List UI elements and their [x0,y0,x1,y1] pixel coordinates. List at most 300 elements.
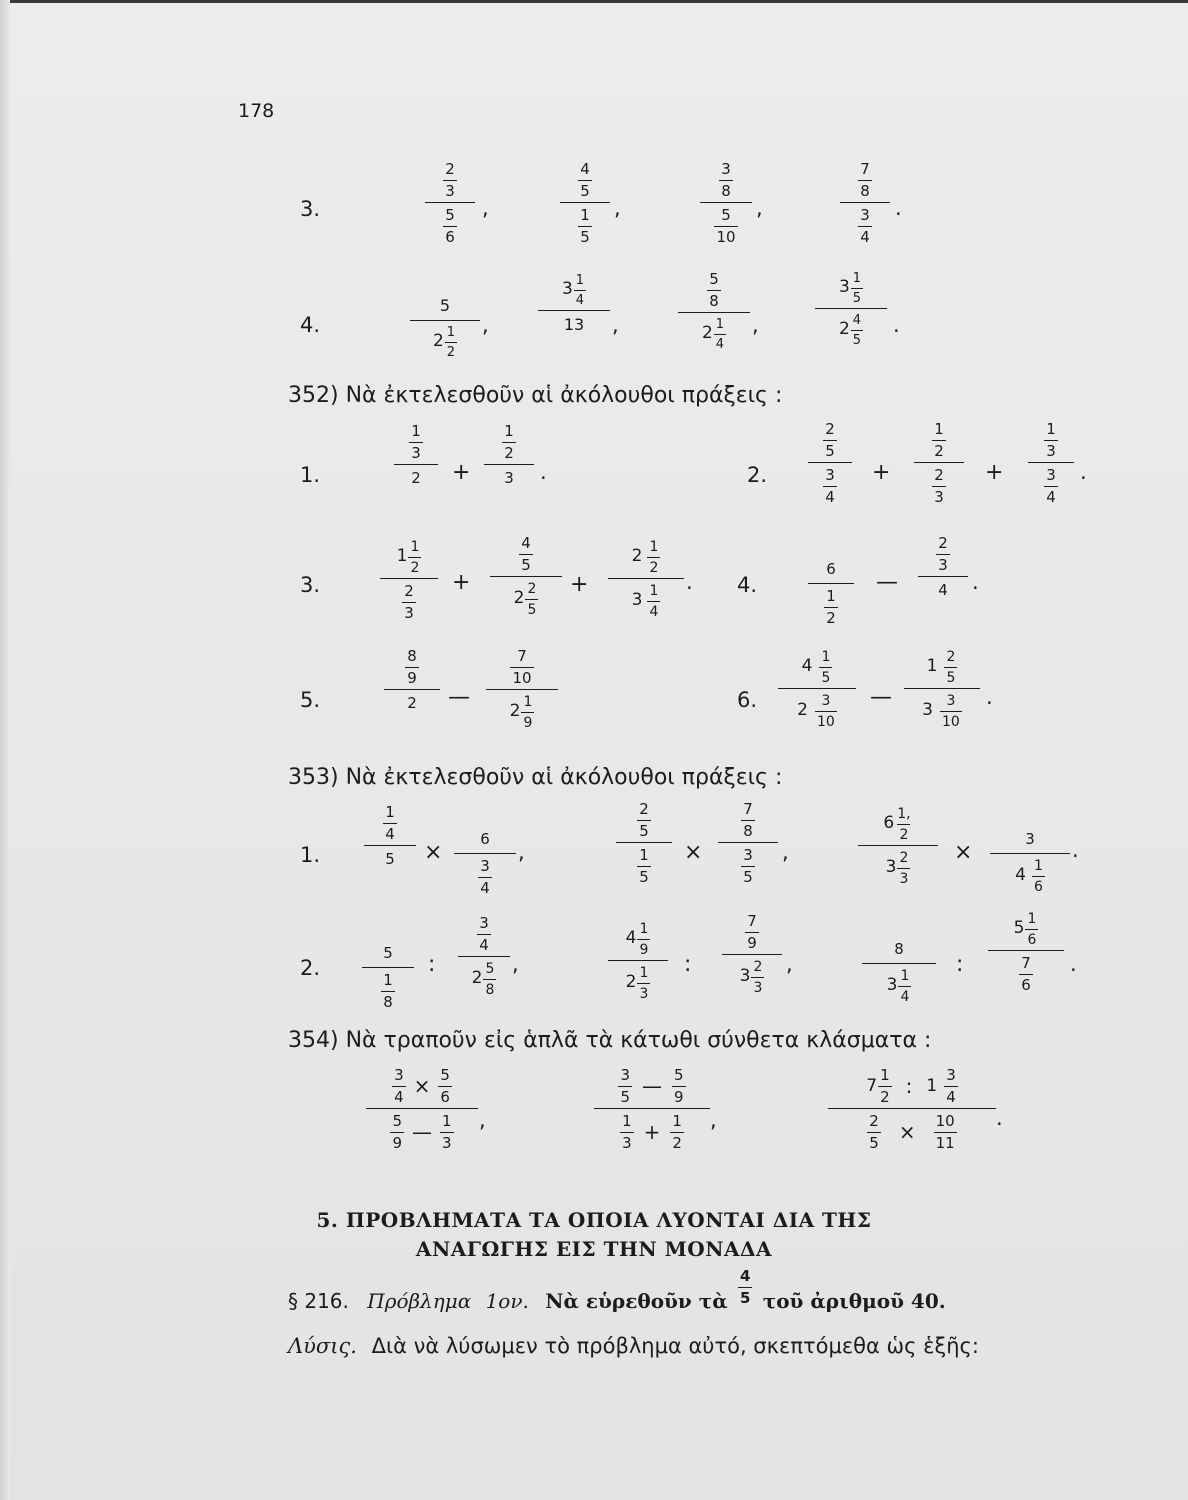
denominator: 3 [938,556,948,574]
numerator: 7 [747,912,757,930]
denominator: 3 [442,1134,452,1152]
denominator: 4 [946,1088,956,1106]
denominator: 5 [743,868,753,886]
denominator: 3 [897,868,910,886]
whole-part: 4 [625,928,637,948]
numerator: 3 [479,914,489,932]
denominator: 2 [504,444,514,462]
denominator: 5 [521,556,531,574]
numerator: 3 [620,1066,630,1084]
scan-top-border [0,0,1188,3]
fraction-bar [594,1108,710,1109]
fraction-bar [858,845,938,846]
numerator: 3 [860,206,870,224]
fraction [719,160,733,199]
numerator: 1 [639,921,649,937]
denominator: 13 [563,315,585,334]
separator: . [996,1106,1003,1130]
numerator: 7 [860,160,870,178]
complex-fraction [990,830,1070,894]
numerator: 1 [900,968,910,984]
numerator: 5 [445,206,455,224]
complex-fraction [484,422,534,486]
denominator: 6 [1025,929,1038,947]
fraction-bar [364,845,416,846]
fraction-bar [808,583,854,584]
denominator: 5 [639,822,649,840]
denominator: 9 [392,1134,402,1152]
fraction-bar [918,576,968,577]
whole-part: 7 [866,1075,878,1096]
denominator: 9 [637,939,650,957]
whole-part: 2 [631,546,643,566]
separator: , [482,196,489,220]
denominator: 4 [385,825,395,843]
operator: — [448,685,470,710]
denominator: 10 [815,711,837,729]
numerator: 6 [826,560,836,578]
numerator: 2 [934,466,944,484]
fraction-bar [425,202,475,203]
complex-fraction [700,160,752,245]
separator: , [752,313,759,337]
item-label: 2. [300,956,321,980]
denominator: 3 [934,488,944,506]
numerator: 6 [480,830,490,848]
denominator: 5 [580,228,590,246]
fraction [738,1267,752,1306]
numerator: 1 [715,317,725,332]
numerator: 1 [410,539,420,555]
denominator: 2 [934,442,944,460]
fraction-bar [486,689,558,690]
denominator: 4 [825,488,835,506]
denominator: 2 [897,824,910,842]
denominator: 5 [869,1134,879,1152]
mixed-number [702,316,726,351]
fraction [578,160,592,199]
fraction [714,206,737,245]
compound-fraction [594,1066,710,1151]
denominator: 3 [504,469,514,487]
numerator: 1 [649,583,659,599]
whole-part: 4 [1015,865,1026,885]
complex-fraction [862,940,936,1004]
separator: , [518,840,525,864]
page-number: 178 [238,100,275,122]
numerator: 1 [411,422,421,440]
separator: . [540,460,547,484]
whole-part: 2 [625,972,637,992]
numerator: 3 [394,1066,404,1084]
exercise-heading: 352) Νὰ ἐκτελεσθοῦν αἱ ἀκόλουθοι πράξεις : [288,383,783,408]
numerator: 1 [1027,911,1037,927]
numerator: 5 [709,270,719,288]
fraction-bar [538,310,610,311]
fraction-bar [914,462,964,463]
denominator: 2 [672,1134,682,1152]
denominator: 10 [512,669,532,687]
complex-fraction [815,270,887,347]
numerator: 1 [639,965,649,981]
operator: + [872,460,891,485]
numerator: 3 [825,466,835,484]
complex-fraction [858,805,938,886]
denominator: 5 [825,442,835,460]
operator: — [876,570,898,595]
numerator: 1 [826,587,836,605]
numerator: 2 [825,420,835,438]
denominator: 6 [1021,976,1031,994]
denominator: 9 [521,712,534,730]
denominator: 6 [440,1088,450,1106]
denominator: 5 [639,868,649,886]
complex-fraction [608,538,684,619]
numerator: 4 [739,1267,751,1285]
denominator: 5 [385,850,395,868]
denominator: 8 [483,979,496,997]
solution-text: Διὰ νὰ λύσωμεν τὸ πρόβλημα αὐτό, σκεπτόμεθα ὡς ἑξῆς: [371,1334,979,1358]
separator: , [614,196,621,220]
denominator: 5 [851,288,863,305]
numerator: 8 [407,647,417,665]
operator: × [684,840,703,865]
compound-fraction [366,1066,478,1151]
whole-part: 2 [513,588,525,608]
denominator: 8 [721,182,731,200]
numerator: 3 [721,160,731,178]
fraction-bar [560,202,610,203]
denominator: 5 [819,667,832,685]
complex-fraction [808,420,852,505]
numerator: 2 [753,959,763,975]
whole-part: 3 [739,966,751,986]
scan-left-edge [0,0,10,1500]
whole-part: 1 [396,546,408,566]
separator: , [612,313,619,337]
fraction-bar [490,576,562,577]
numerator: 1 [934,420,944,438]
separator: . [1070,952,1077,976]
paragraph-number: § 216. [288,1289,349,1313]
numerator: 1 [1046,420,1056,438]
fraction-bar [808,462,852,463]
denominator: 4 [394,1088,404,1106]
complex-fraction [410,296,480,359]
fraction-bar [828,1108,996,1109]
fraction-bar [380,578,438,579]
numerator: 5 [485,961,495,977]
fraction-bar [862,963,936,964]
separator: . [686,570,693,594]
operator: + [985,460,1004,485]
denominator: 3 [637,983,650,1001]
fraction-bar [608,578,684,579]
denominator: 2 [407,694,417,712]
denominator: 5 [739,1289,751,1307]
numerator: 7 [743,800,753,818]
numerator: 5 [439,296,451,315]
complex-fraction [560,160,610,245]
numerator: 1 [672,1112,682,1130]
complex-fraction [616,800,672,885]
separator: , [479,1108,486,1132]
denominator: 3 [445,182,455,200]
numerator: 2 [445,160,455,178]
fraction-bar [616,842,672,843]
numerator: 5 [440,1066,450,1084]
operator: — [412,1119,432,1144]
operator: + [452,460,471,485]
denominator: 4 [860,228,870,246]
complex-fraction [914,420,964,505]
separator: , [756,196,763,220]
operator: + [643,1119,661,1144]
denominator: 5 [944,667,957,685]
whole-part: 2 [471,968,483,988]
item-label: 2. [747,463,768,487]
denominator: 8 [743,822,753,840]
numerator: 3 [1025,830,1035,848]
operator: — [642,1073,662,1098]
mixed-number [839,270,863,305]
denominator: 4 [480,879,490,897]
fraction-bar [484,464,534,465]
fraction-bar [718,842,778,843]
denominator: 2 [826,609,836,627]
fraction-bar [700,202,752,203]
numerator: 2 [404,582,414,600]
numerator: 1 [504,422,514,440]
complex-fraction [384,647,440,711]
fraction [707,270,721,309]
separator: , [782,840,789,864]
denominator: 3 [751,977,764,995]
fraction-bar [904,688,980,689]
item-label: 1. [300,463,321,487]
numerator: 4 [521,534,531,552]
compound-fraction [828,1066,996,1151]
whole-part: 3 [886,975,898,995]
whole-part: 3 [631,590,643,610]
mixed-number [433,324,457,359]
denominator: 2 [647,557,660,575]
complex-fraction [425,160,475,245]
denominator: 4 [898,986,911,1004]
operator: — [870,685,892,710]
numerator: 1, [897,806,911,822]
operator: × [413,1073,431,1098]
item-label: 4. [300,313,321,337]
denominator: 4 [714,334,726,351]
item-label: 3. [300,573,321,597]
numerator: 7 [1021,954,1031,972]
complex-fraction [904,648,980,729]
numerator: 1 [523,694,533,710]
numerator: 1 [383,971,393,989]
operator: : [956,952,964,977]
whole-part: 3 [885,857,897,877]
numerator: 1 [580,206,590,224]
separator: . [1080,460,1087,484]
complex-fraction [364,803,416,867]
item-label: 1. [300,843,321,867]
fraction-bar [458,956,510,957]
item-label: 6. [737,688,758,712]
separator: , [512,952,519,976]
numerator: 2 [869,1112,879,1130]
numerator: 4 [852,313,862,328]
numerator: 4 [580,160,590,178]
fraction-bar [362,967,414,968]
complex-fraction [1028,420,1074,505]
fraction [858,206,872,245]
denominator: 10 [716,228,736,246]
problem-ordinal: 1ον. [485,1289,529,1313]
complex-fraction [454,830,516,896]
exercise-heading: 354) Νὰ τραποῦν εἰς ἁπλᾶ τὰ κάτωθι σύνθετα κλάσματα : [288,1028,932,1053]
numerator: 5 [721,206,731,224]
complex-fraction [722,912,782,995]
complex-fraction [538,272,610,333]
fraction-bar [1028,462,1074,463]
numerator: 1 [880,1066,890,1084]
complex-fraction [988,910,1064,993]
numerator: 1 [385,803,395,821]
problem-statement [288,1267,946,1322]
complex-fraction [362,944,414,1010]
separator: . [895,196,902,220]
operator: × [898,1119,916,1144]
complex-fraction [490,534,562,617]
operator: × [954,840,973,865]
fraction-bar [608,960,668,961]
complex-fraction [458,914,510,997]
denominator: 4 [479,936,489,954]
item-label: 5. [300,688,321,712]
exercise-heading: 353) Νὰ ἐκτελεσθοῦν αἱ ἀκόλουθοι πράξεις : [288,765,783,790]
numerator: 1 [622,1112,632,1130]
whole-part: 1 [926,1075,938,1096]
numerator: 2 [899,850,909,866]
denominator: 2 [411,469,421,487]
section-heading-line1: 5. ΠΡΟΒΛΗΜΑΤΑ ΤΑ ΟΠΟΙΑ ΛΥΟΝΤΑΙ ΔΙΑ ΤΗΣ [316,1208,872,1232]
complex-fraction [918,534,968,598]
numerator: 2 [527,581,537,597]
numerator: 1 [442,1112,452,1130]
denominator: 8 [709,292,719,310]
denominator: 9 [747,934,757,952]
solution-label: Λύσις. [288,1334,357,1358]
numerator: 5 [383,944,393,962]
operator: : [905,1073,913,1098]
denominator: 3 [622,1134,632,1152]
fraction-bar [815,308,887,309]
fraction-bar [722,954,782,955]
denominator: 11 [935,1134,955,1152]
mixed-number [562,272,586,307]
operator: × [424,840,443,865]
whole-part: 2 [432,331,444,351]
denominator: 2 [445,342,457,359]
complex-fraction [608,920,668,1001]
whole-part: 2 [509,701,521,721]
numerator: 2 [946,649,956,665]
complex-fraction [778,648,856,729]
denominator: 4 [1046,488,1056,506]
item-label: 4. [737,573,758,597]
denominator: 3 [1046,442,1056,460]
complex-fraction [678,270,750,351]
solution-line [288,1334,979,1358]
denominator: 8 [383,993,393,1011]
numerator: 1 [649,539,659,555]
separator: . [986,685,993,709]
denominator: 2 [408,557,421,575]
operator: + [570,572,589,597]
numerator: 10 [935,1112,955,1130]
whole-part: 4 [801,656,813,676]
whole-part: 2 [701,323,713,343]
numerator: 8 [894,940,904,958]
separator: , [710,1108,717,1132]
whole-part: 2 [797,700,808,720]
numerator: 5 [674,1066,684,1084]
complex-fraction [394,422,438,486]
denominator: 6 [1032,876,1045,894]
operator: + [452,570,471,595]
numerator: 2 [639,800,649,818]
denominator: 4 [574,290,586,307]
fraction-bar [454,853,516,854]
whole-part: 5 [1013,918,1025,938]
numerator: 3 [946,693,956,709]
numerator: 1 [639,846,649,864]
numerator: 1 [446,325,456,340]
fraction-bar [366,1108,478,1109]
denominator: 4 [938,581,948,599]
operator: : [428,952,436,977]
denominator: 5 [851,330,863,347]
numerator: 3 [1046,466,1056,484]
denominator: 5 [580,182,590,200]
numerator: 3 [743,846,753,864]
mixed-number [839,312,863,347]
separator: . [893,313,900,337]
denominator: 9 [674,1088,684,1106]
fraction-bar [988,950,1064,951]
numerator: 3 [946,1066,956,1084]
numerator: 2 [938,534,948,552]
numerator: 1 [821,649,831,665]
complex-fraction [718,800,778,885]
separator: , [482,313,489,337]
denominator: 4 [647,601,660,619]
whole-part: 3 [561,279,573,299]
denominator: 3 [411,444,421,462]
fraction-bar [678,312,750,313]
complex-fraction [840,160,890,245]
fraction [443,160,457,199]
fraction-bar [410,320,480,321]
numerator: 5 [392,1112,402,1130]
whole-part: 3 [838,277,850,297]
problem-text-end: τοῦ ἀριθμοῦ 40. [762,1289,946,1313]
whole-part: 2 [838,319,850,339]
separator: . [972,570,979,594]
item-label: 3. [300,197,321,221]
denominator: 6 [445,228,455,246]
